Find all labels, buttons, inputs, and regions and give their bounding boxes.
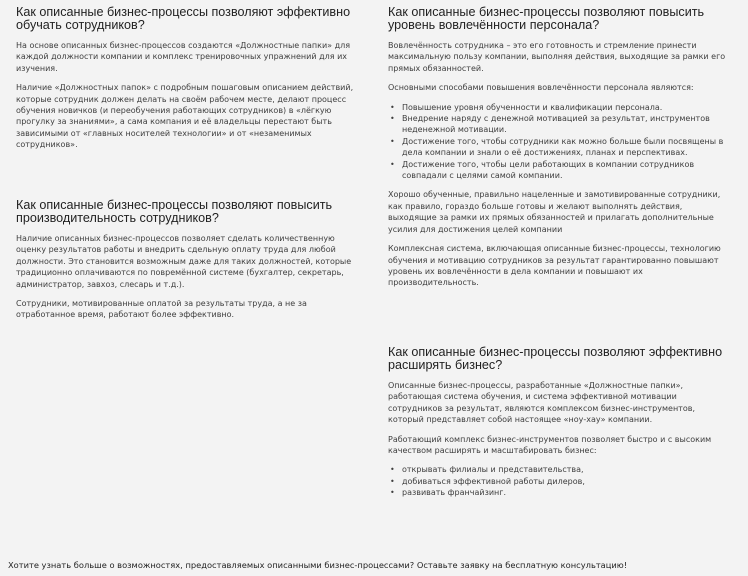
bullet-list xyxy=(388,102,732,182)
section-title: Как описанные бизнес-процессы позволяют эффективно расширять бизнес? xyxy=(388,345,723,372)
section-title: Как описанные бизнес-процессы позволяют повысить производительность сотрудников? xyxy=(16,198,333,225)
paragraph: На основе описанных бизнес-процессов создаются «Должностные папки» для каждой должности компании и комплекс тренировочных упражнений для их изучения. xyxy=(16,41,351,73)
paragraph: Хорошо обученные, правильно нацеленные и замотивированные сотрудники, как правило, гораздо больше готовы и желают выполнять действия, выходящие за рамки их прямых обязанностей и прилагать дополнительные усилия для достижения целей компании xyxy=(388,190,721,234)
section-engagement xyxy=(388,6,732,297)
list-item: • развивать франчайзинг. xyxy=(388,487,732,498)
section-title: Как описанные бизнес-процессы позволяют повысить уровень вовлечённости персонала? xyxy=(388,5,705,32)
paragraph: Наличие описанных бизнес-процессов позволяет сделать количественную оценку результатов работы и внедрить сдельную оплату труда для любой должности. Это становится возможным даже для таких должностей, которые традиционно оплачиваются по повремённой системе (бухгалтер, секретарь, администратор, завхоз, слесарь и т.д.). xyxy=(16,234,352,289)
list-item: • Внедрение наряду с денежной мотивацией за результат, инструментов неденежной мотивации. xyxy=(388,113,732,136)
list-item: • Достижение того, чтобы сотрудники как можно больше были посвящены в дела компании и знали о её достижениях, планах и перспективах. xyxy=(388,136,732,159)
section-productivity xyxy=(16,199,356,329)
consultation-cta-text: Хотите узнать больше о возможностях, предоставляемых описанными бизнес-процессами? Оставьте заявку на бесплатную консультацию! xyxy=(8,560,628,570)
paragraph: Вовлечённость сотрудника – это его готовность и стремление принести максимальную пользу компании, выполняя действия, выходящие за рамки его прямых обязанностей. xyxy=(388,41,726,73)
bullet-list xyxy=(388,464,732,498)
paragraph: Описанные бизнес-процессы, разработанные «Должностные папки», работающая система обучения, и система эффективной мотивации сотрудников за результат, являются комплексом бизнес-инструментов, который представляет собой настоящее «ноу-хау» компании. xyxy=(388,381,695,425)
list-item: • Достижение того, чтобы цели работающих в компании сотрудников совпадали с целями самой компании. xyxy=(388,159,732,182)
paragraph: Сотрудники, мотивированные оплатой за результаты труда, а не за отработанное время, работают более эффективно. xyxy=(16,299,307,320)
section-train-employees xyxy=(16,6,356,159)
list-item: • открывать филиалы и представительства, xyxy=(388,464,732,475)
paragraph: Основными способами повышения вовлечённости персонала являются: xyxy=(388,83,694,93)
paragraph: Работающий комплекс бизнес-инструментов позволяет быстро и с высоким качеством расширять и масштабировать бизнес: xyxy=(388,434,712,456)
section-title: Как описанные бизнес-процессы позволяют эффективно обучать сотрудников? xyxy=(16,5,351,32)
section-expand-business xyxy=(388,346,732,507)
paragraph: Комплексная система, включающая описанные бизнес-процессы, технологию обучения и мотивацию сотрудников за результат гарантированно повышают уровень их вовлечённости в дела компании и повышают их производительность. xyxy=(388,244,721,288)
paragraph: Наличие «Должностных папок» с подробным пошаговым описанием действий, которые сотрудник должен делать на своём рабочем месте, делают процесс обучения новичков (и переобучения работающих сотрудников) в «лёгкую прогулку за знаниями», а сама компания и её владельцы перестают быть зависимыми от «главных носителей технологии» и от «незаменимых сотрудников». xyxy=(16,83,354,150)
list-item: • добиваться эффективной работы дилеров, xyxy=(388,476,732,487)
list-item: • Повышение уровня обученности и квалификации персонала. xyxy=(388,102,732,113)
